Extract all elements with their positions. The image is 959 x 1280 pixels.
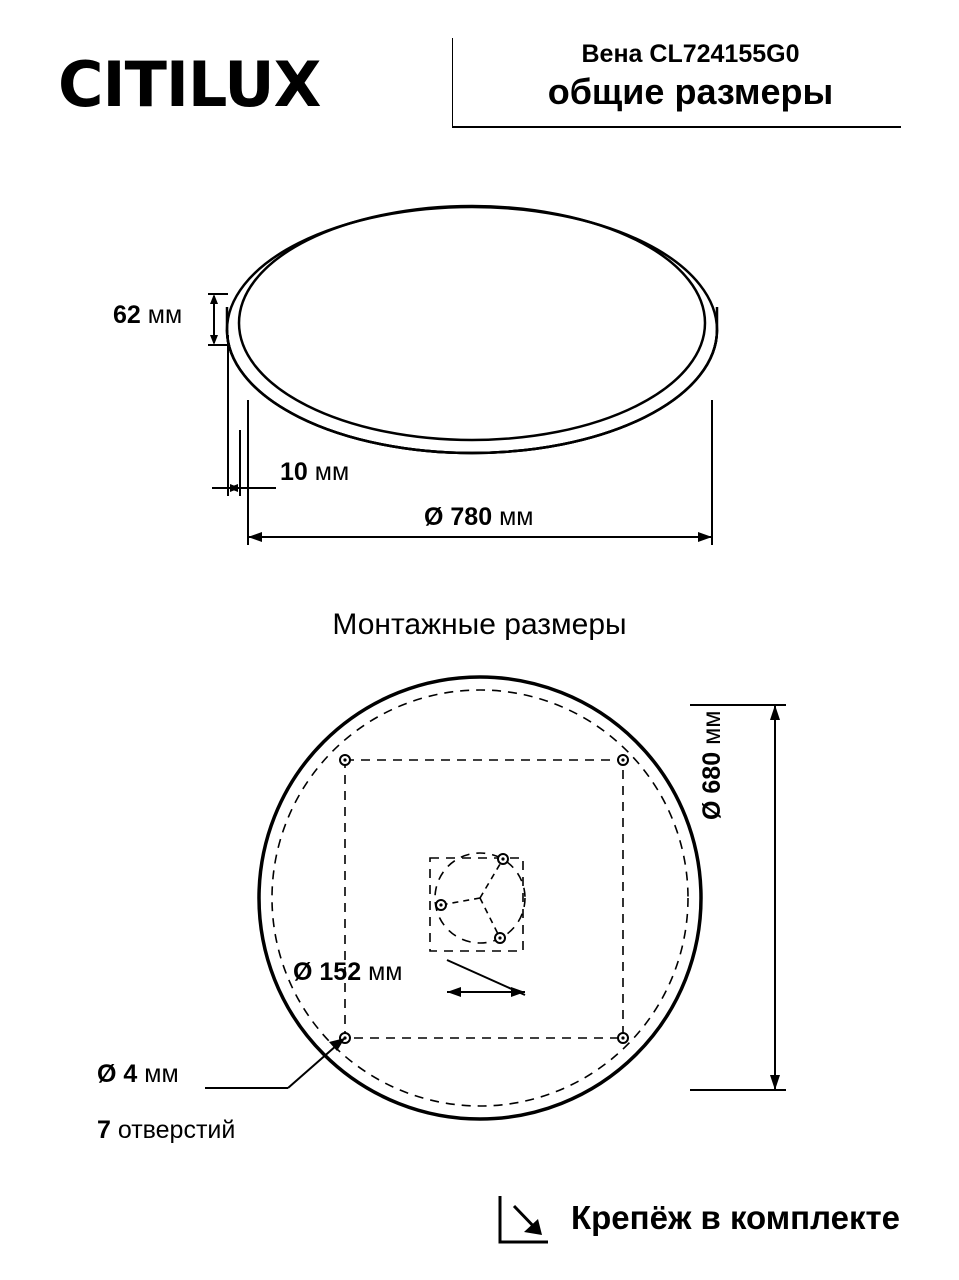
label-diameter-780: Ø 780 мм bbox=[424, 503, 534, 531]
label-hole-diameter-4: Ø 4 мм bbox=[97, 1060, 179, 1088]
page-title: общие размеры bbox=[547, 71, 834, 112]
header-rule bbox=[452, 126, 901, 128]
mounting-view bbox=[259, 677, 701, 1119]
dimension-rim-10 bbox=[212, 335, 276, 496]
label-diameter-152: Ø 152 мм bbox=[293, 958, 403, 986]
dimension-diameter-152 bbox=[447, 960, 525, 997]
mounting-section-title: Монтажные размеры bbox=[332, 608, 627, 641]
footer-note bbox=[495, 1192, 900, 1244]
label-hole-count: 7 отверстий bbox=[97, 1116, 236, 1144]
hole-leader-line bbox=[205, 1038, 345, 1088]
fasteners-icon-slot bbox=[495, 1192, 557, 1244]
footer-label: Крепёж в комплекте bbox=[571, 1199, 901, 1236]
label-diameter-680: Ø 680 мм bbox=[698, 710, 726, 820]
header-divider bbox=[452, 38, 453, 126]
page-header bbox=[58, 38, 901, 128]
dimension-height-62 bbox=[208, 294, 228, 345]
mounting-holes-centers bbox=[343, 758, 624, 1039]
brand-logo: CITILUX bbox=[58, 48, 321, 121]
title-block bbox=[478, 38, 903, 114]
lamp-top-view bbox=[227, 206, 717, 453]
label-rim-10: 10 мм bbox=[280, 458, 350, 486]
product-model: Вена CL724155G0 bbox=[581, 40, 800, 68]
label-height-62: 62 мм bbox=[113, 301, 183, 329]
mounting-holes bbox=[340, 755, 628, 1043]
